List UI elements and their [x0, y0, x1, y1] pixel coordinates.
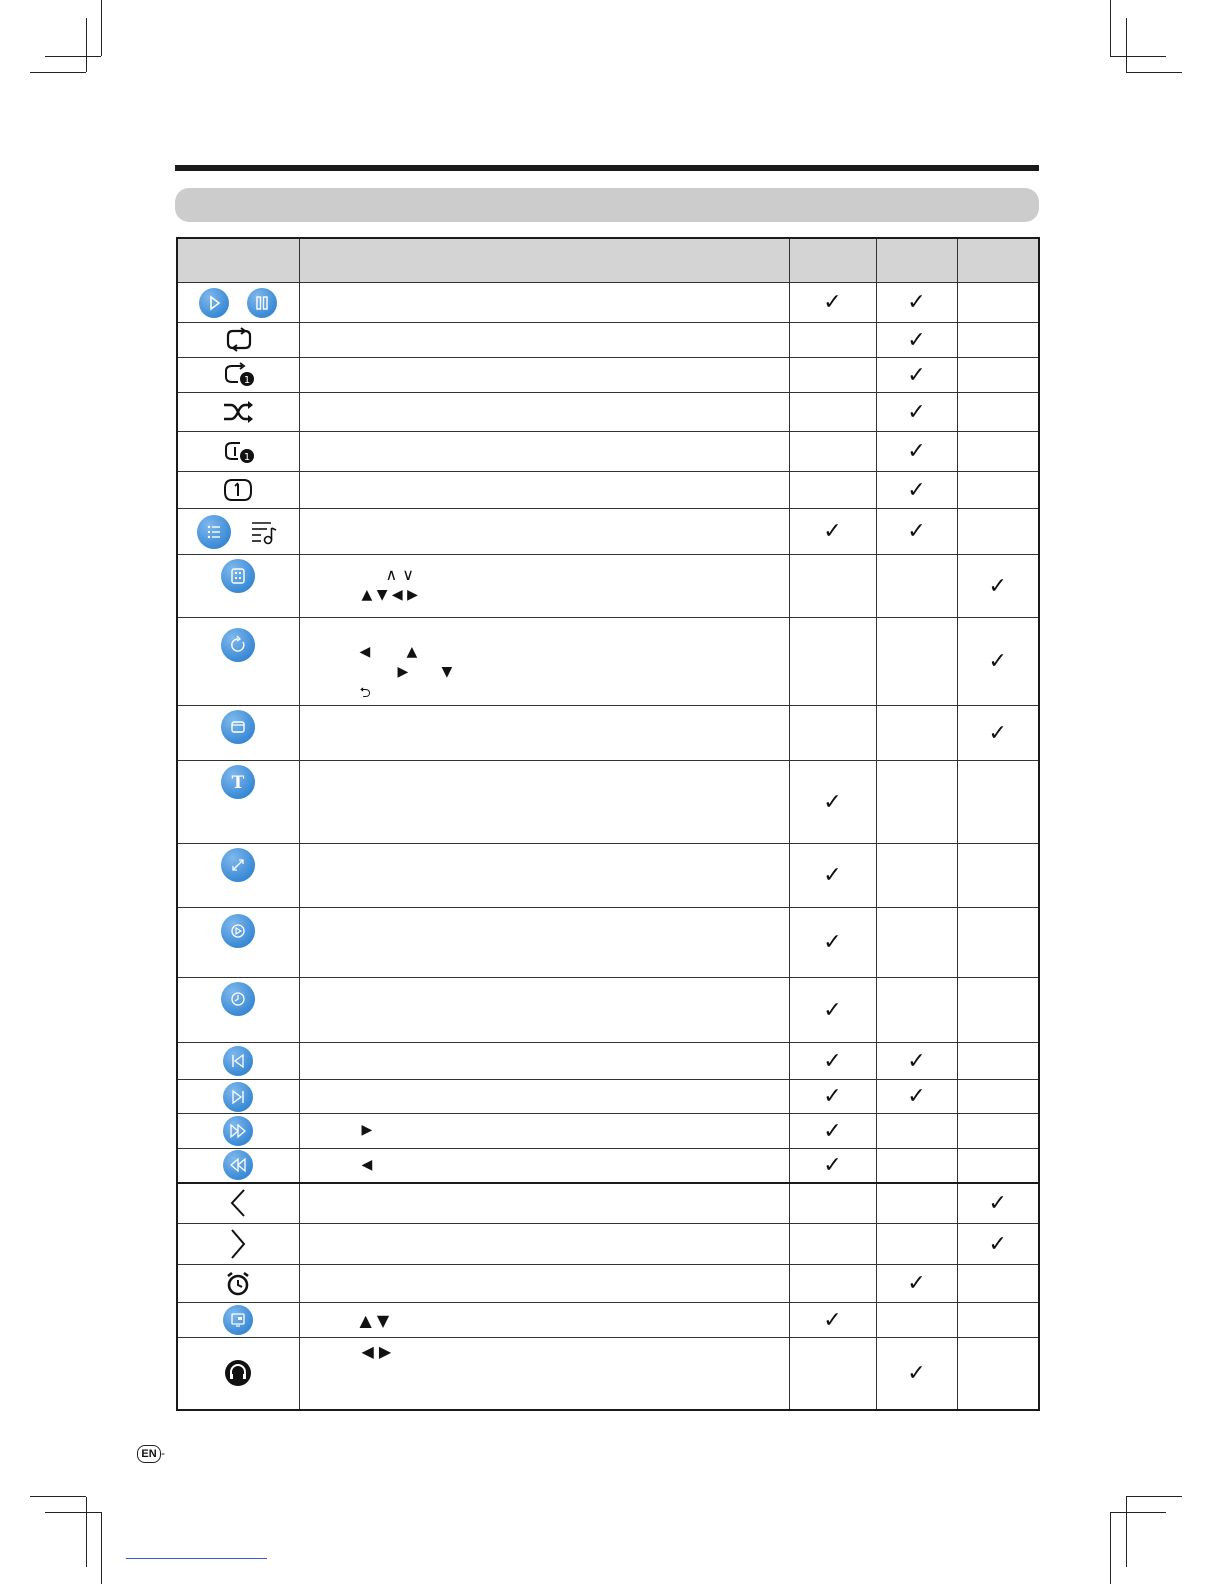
description-cell [299, 1224, 789, 1265]
check-cell [789, 1114, 876, 1149]
description-cell [299, 509, 789, 555]
description-cell [299, 1043, 789, 1080]
description-cell [299, 844, 789, 908]
description-cell [299, 358, 789, 393]
check-cell [876, 618, 957, 706]
check-cell [957, 908, 1039, 978]
description-cell [299, 978, 789, 1043]
check-cell [957, 472, 1039, 509]
check-mark: ✓ [907, 290, 926, 315]
return-symbol: ⮌ [359, 685, 371, 701]
arrow-symbols: ∧ ∨ [385, 565, 415, 584]
table-row [177, 1080, 1039, 1114]
play-icon [199, 288, 229, 318]
header-col3 [957, 238, 1039, 283]
icon-cell [177, 1338, 299, 1410]
check-cell [876, 432, 957, 472]
check-cell [957, 844, 1039, 908]
chevron-left-icon [226, 1187, 250, 1219]
check-cell [789, 1043, 876, 1080]
header-icon [177, 238, 299, 283]
check-mark: ✓ [907, 519, 926, 544]
check-cell [957, 283, 1039, 323]
icon-cell [177, 1080, 299, 1114]
icon-cell [177, 1043, 299, 1080]
check-mark: ✓ [823, 1084, 842, 1109]
table-row [177, 509, 1039, 555]
check-mark: ✓ [823, 1118, 842, 1144]
table-row [177, 1265, 1039, 1303]
icon-cell [177, 358, 299, 393]
check-mark: ✓ [907, 327, 926, 353]
check-cell [789, 393, 876, 432]
table-row [177, 1149, 1039, 1183]
description-cell [299, 1265, 789, 1303]
check-cell [789, 1303, 876, 1338]
check-mark: ✓ [907, 1084, 926, 1109]
icon-cell [177, 844, 299, 908]
icon-cell [177, 283, 299, 323]
check-cell [957, 1224, 1039, 1265]
table-row [177, 1224, 1039, 1265]
svg-text:1: 1 [244, 375, 251, 386]
repeat-all-icon [221, 327, 255, 353]
icon-cell [177, 1183, 299, 1224]
check-mark: ✓ [823, 290, 842, 315]
check-mark: ✓ [988, 573, 1007, 599]
check-cell [789, 555, 876, 618]
check-cell [789, 509, 876, 555]
check-cell [789, 1149, 876, 1183]
list-icon [197, 515, 231, 549]
description-cell [299, 393, 789, 432]
check-mark: ✓ [907, 477, 926, 503]
crop-mark [1126, 1496, 1182, 1497]
check-mark: ✓ [988, 649, 1007, 674]
table-row [177, 761, 1039, 844]
crop-mark [1126, 18, 1127, 72]
check-cell [789, 323, 876, 358]
description-cell [299, 323, 789, 358]
check-mark: ✓ [823, 1307, 842, 1333]
crop-mark [86, 1497, 87, 1567]
check-cell [789, 1183, 876, 1224]
icon-cell [177, 908, 299, 978]
icon-cell [177, 555, 299, 618]
icon-cell [177, 1114, 299, 1149]
icon-cell [177, 1224, 299, 1265]
check-cell [957, 1114, 1039, 1149]
function-table [176, 237, 1040, 1411]
check-cell [876, 761, 957, 844]
check-cell [789, 761, 876, 844]
repeat-one-icon [220, 361, 256, 389]
crop-mark [1110, 1512, 1111, 1584]
section-banner [175, 188, 1039, 222]
check-cell [876, 978, 957, 1043]
header-col2 [876, 238, 957, 283]
table-row [177, 978, 1039, 1043]
description-cell [299, 432, 789, 472]
crop-mark [30, 1496, 86, 1497]
table-row [177, 1338, 1039, 1410]
crop-mark [86, 18, 87, 72]
check-cell [876, 1303, 957, 1338]
svg-text:1: 1 [244, 451, 251, 463]
check-cell [789, 283, 876, 323]
crop-mark [1126, 72, 1182, 73]
check-cell [957, 432, 1039, 472]
check-cell [957, 1265, 1039, 1303]
page-number-dash: - [161, 1446, 165, 1460]
check-cell [957, 509, 1039, 555]
description-cell [299, 908, 789, 978]
down-arrow-symbol: ▼ [441, 664, 453, 680]
arrow-symbols: ▲ ▼ ◀ ▶ [361, 587, 418, 603]
check-mark: ✓ [823, 1048, 842, 1074]
check-cell [876, 472, 957, 509]
check-cell [789, 1265, 876, 1303]
check-cell [876, 1043, 957, 1080]
check-mark: ✓ [907, 362, 926, 388]
check-mark: ✓ [988, 1190, 1007, 1216]
table-row [177, 323, 1039, 358]
check-mark: ✓ [823, 1152, 842, 1178]
check-cell [876, 1080, 957, 1114]
description-cell [299, 1183, 789, 1224]
picture-icon [223, 1305, 253, 1335]
description-cell [299, 618, 789, 706]
check-cell [789, 844, 876, 908]
table-row [177, 844, 1039, 908]
check-cell [789, 618, 876, 706]
right-arrow-symbol: ▶ [397, 664, 409, 680]
description-cell [299, 472, 789, 509]
alarm-icon [224, 1270, 252, 1298]
check-mark: ✓ [823, 519, 842, 544]
check-cell [876, 1183, 957, 1224]
table-row [177, 908, 1039, 978]
description-cell [299, 1080, 789, 1114]
description-cell [299, 1338, 789, 1410]
play-mode-icon [221, 914, 255, 948]
music-playlist-icon [249, 517, 279, 547]
check-mark: ✓ [823, 863, 842, 888]
check-cell [789, 908, 876, 978]
table-row [177, 283, 1039, 323]
table-row [177, 472, 1039, 509]
check-cell [957, 978, 1039, 1043]
icon-cell [177, 1149, 299, 1183]
pause-icon [247, 288, 277, 318]
check-cell [876, 509, 957, 555]
crop-mark [45, 56, 101, 57]
icon-cell [177, 706, 299, 761]
check-cell [876, 358, 957, 393]
check-mark: ✓ [988, 720, 1007, 746]
description-cell [299, 761, 789, 844]
text-icon [221, 765, 255, 799]
right-arrow-symbol: ▶ [361, 1122, 373, 1138]
check-cell [789, 472, 876, 509]
crop-mark [1126, 1497, 1127, 1567]
table-row [177, 1114, 1039, 1149]
description-cell [299, 555, 789, 618]
crop-mark [45, 1512, 101, 1513]
check-cell [957, 555, 1039, 618]
table-row [177, 393, 1039, 432]
icon-cell [177, 618, 299, 706]
crop-mark [101, 1512, 102, 1584]
check-mark: ✓ [907, 1048, 926, 1074]
crop-mark [1110, 56, 1166, 57]
icon-cell [177, 1265, 299, 1303]
up-arrow-symbol: ▲ [406, 644, 418, 660]
rotate-icon [221, 628, 255, 662]
left-arrow-symbol: ◀ [359, 644, 371, 660]
check-cell [957, 1183, 1039, 1224]
table-row [177, 1303, 1039, 1338]
icon-cell [177, 393, 299, 432]
icon-cell [177, 432, 299, 472]
previous-icon [223, 1046, 253, 1076]
table-row [177, 358, 1039, 393]
description-cell [299, 283, 789, 323]
description-cell [299, 706, 789, 761]
language-badge: EN [137, 1445, 161, 1463]
table-row [177, 1183, 1039, 1224]
table-header-row [177, 238, 1039, 283]
check-cell [789, 432, 876, 472]
description-cell [299, 1149, 789, 1183]
repeat-one-alt-icon [220, 438, 256, 466]
header-col1 [789, 238, 876, 283]
check-mark: ✓ [907, 399, 926, 425]
chevron-right-icon [226, 1227, 250, 1261]
icon-cell [177, 978, 299, 1043]
check-cell [957, 706, 1039, 761]
icon-cell [177, 323, 299, 358]
slideshow-icon [221, 710, 255, 744]
icon-cell [177, 1303, 299, 1338]
aspect-icon [221, 848, 255, 882]
check-mark: ✓ [907, 1271, 926, 1296]
crop-mark [1110, 0, 1111, 56]
fast-forward-icon [223, 1116, 253, 1146]
check-cell [957, 393, 1039, 432]
check-cell [957, 1149, 1039, 1183]
check-cell [957, 323, 1039, 358]
icon-cell [177, 509, 299, 555]
icon-cell [177, 761, 299, 844]
check-cell [957, 1338, 1039, 1410]
check-cell [876, 323, 957, 358]
check-cell [876, 1265, 957, 1303]
check-cell [876, 844, 957, 908]
check-cell [876, 283, 957, 323]
left-arrow-symbol: ◀ [361, 1157, 373, 1173]
check-cell [876, 555, 957, 618]
check-cell [789, 1080, 876, 1114]
check-cell [876, 1224, 957, 1265]
table-row [177, 432, 1039, 472]
repeat-single-icon [220, 476, 256, 504]
check-cell [876, 393, 957, 432]
check-cell [957, 761, 1039, 844]
check-cell [957, 618, 1039, 706]
zoom-icon [221, 559, 255, 593]
check-cell [789, 1338, 876, 1410]
check-cell [957, 1043, 1039, 1080]
check-cell [789, 706, 876, 761]
check-mark: ✓ [907, 1360, 926, 1386]
table-row [177, 706, 1039, 761]
table-row [177, 618, 1039, 706]
table-row [177, 555, 1039, 618]
check-cell [789, 978, 876, 1043]
check-cell [876, 1149, 957, 1183]
clock-icon [221, 982, 255, 1016]
next-icon [223, 1082, 253, 1112]
shuffle-icon [221, 399, 255, 425]
icon-cell [177, 472, 299, 509]
top-rule [175, 165, 1039, 171]
svg-text:T: T [231, 773, 245, 793]
bottom-link-line [126, 1558, 267, 1559]
check-cell [957, 1080, 1039, 1114]
check-cell [876, 706, 957, 761]
check-mark: ✓ [907, 439, 926, 464]
check-cell [957, 358, 1039, 393]
crop-mark [1110, 1512, 1166, 1513]
check-cell [789, 1224, 876, 1265]
check-cell [789, 358, 876, 393]
header-function [299, 238, 789, 283]
headphone-icon [223, 1358, 253, 1388]
check-mark: ✓ [823, 997, 842, 1023]
check-cell [876, 908, 957, 978]
check-mark: ✓ [988, 1231, 1007, 1257]
arrow-symbols: ▲ ▼ [359, 1311, 390, 1330]
check-cell [876, 1338, 957, 1410]
check-cell [876, 1114, 957, 1149]
check-cell [957, 1303, 1039, 1338]
arrow-symbols: ◀ ▶ [361, 1342, 392, 1361]
rewind-icon [223, 1150, 253, 1180]
description-cell [299, 1303, 789, 1338]
check-mark: ✓ [823, 789, 842, 815]
check-mark: ✓ [823, 930, 842, 955]
table-row [177, 1043, 1039, 1080]
description-cell [299, 1114, 789, 1149]
crop-mark [101, 0, 102, 56]
crop-mark [30, 72, 86, 73]
